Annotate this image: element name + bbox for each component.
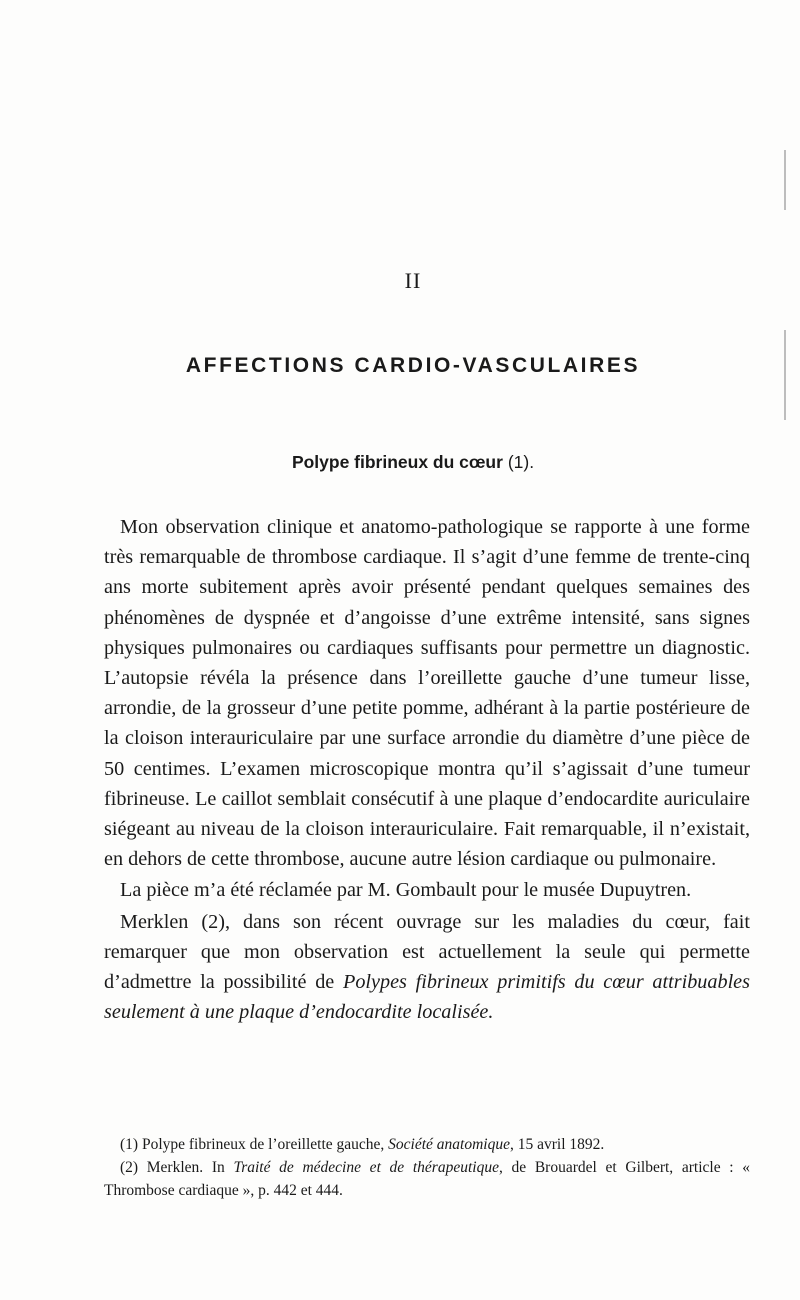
footnote-2-source: Traité de médecine et de thérapeutique — [233, 1159, 499, 1176]
paragraph-2: La pièce m’a été réclamée par M. Gombault pour le musée Dupuytren. — [120, 879, 692, 902]
footnote-2 — [104, 1156, 750, 1202]
paragraph-3-italic: Polypes fibrineux primitifs du cœur attribuables seulement à une plaque d’endocardite localisée. — [104, 971, 750, 1024]
footnote-1-source: Société anatomique — [388, 1136, 510, 1153]
footnote-ref-1: (1). — [507, 452, 535, 472]
footnote-1-date: , 15 avril 1892. — [509, 1136, 605, 1153]
scan-edge-mark — [784, 150, 786, 210]
footnote-2-rest: , de Brouardel et Gilbert, article : « Thrombose cardiaque », p. 442 et 444. — [104, 1159, 750, 1199]
body-text — [104, 512, 750, 1027]
section-title: Polype fibrineux du cœur — [291, 452, 503, 472]
footnote-2-text: Merklen. In — [146, 1159, 234, 1176]
chapter-title: AFFECTIONS CARDIO-VASCULAIRES — [185, 354, 641, 377]
paragraph-3-text: Merklen (2), dans son récent ouvrage sur les maladies du cœur, fait remarquer que mon observation est actuellement la seule qui permette d’admettre la possibilité de — [104, 910, 750, 994]
footnotes — [104, 1133, 750, 1202]
paragraph-1: Mon observation clinique et anatomo-pathologique se rapporte à une forme très remarquable de thrombose cardiaque. Il s’agit d’une femme de trente-cinq ans morte subitement après avoir présenté pendant quelques semaines des phénomènes de dyspnée et d’angoisse d’une extrême intensité, sans signes physiques pulmonaires ou cardiaques suffisants pour permettre un diagnostic. L’autopsie révéla la présence dans l’oreillette gauche d’une tumeur lisse, arrondie, de la grosseur d’une petite pomme, adhérant à la partie postérieure de la cloison interauriculaire par une surface arrondie du diamètre d’une pièce de 50 centimes. L’examen microscopique montra qu’il s’agissait d’une tumeur fibrineuse. Le caillot semblait consécutif à une plaque d’endocardite auriculaire siégeant au niveau de la cloison interauriculaire. Fait remarquable, il n’existait, en dehors de cette thrombose, aucune autre lésion cardiaque ou pulmonaire. — [104, 516, 750, 871]
footnote-1-marker: (1) — [120, 1136, 139, 1153]
part-number: II — [404, 268, 422, 293]
section-heading — [0, 452, 800, 473]
footnote-1-text: Polype fibrineux de l’oreillette gauche, — [141, 1136, 389, 1153]
footnote-2-marker: (2) — [120, 1159, 139, 1176]
paragraph-3 — [104, 907, 750, 1028]
footnote-1 — [104, 1133, 750, 1156]
